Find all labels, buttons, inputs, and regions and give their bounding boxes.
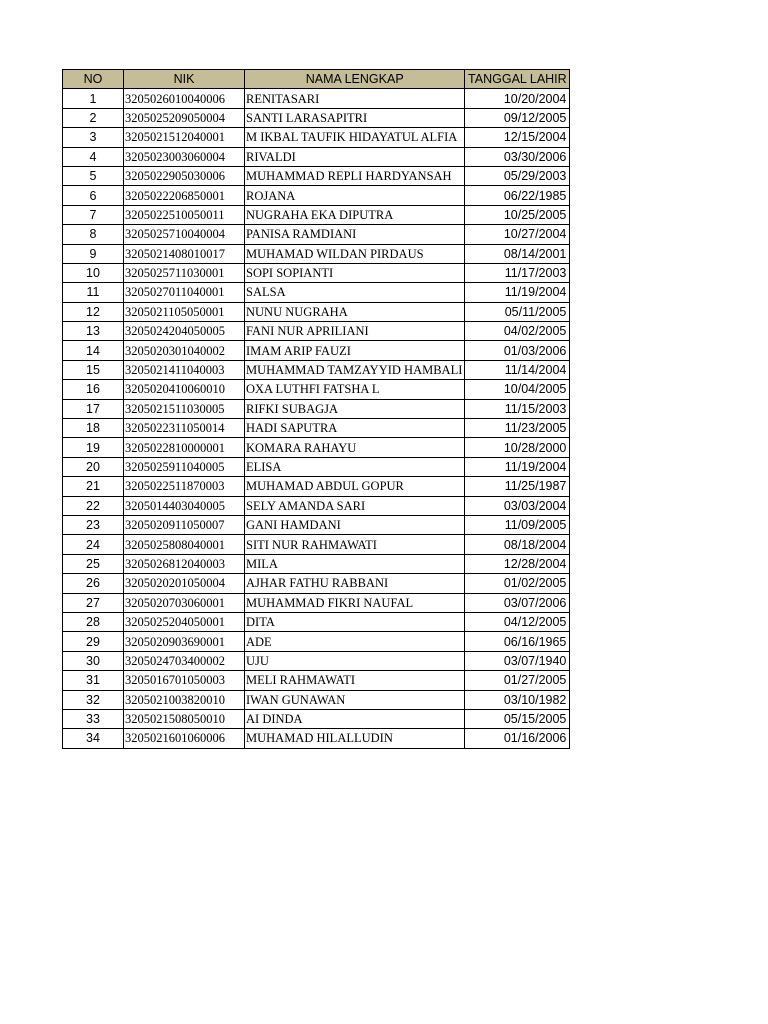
table-row xyxy=(63,612,570,631)
cell-nama-lengkap[interactable]: IMAM ARIP FAUZI xyxy=(245,341,465,360)
table-row xyxy=(63,438,570,457)
cell-no[interactable]: 14 xyxy=(63,341,124,360)
cell-tanggal-lahir[interactable]: 05/29/2003 xyxy=(465,166,570,185)
cell-no[interactable]: 15 xyxy=(63,360,124,379)
cell-no[interactable]: 3 xyxy=(63,128,124,147)
cell-nama-lengkap[interactable]: M IKBAL TAUFIK HIDAYATUL ALFIA xyxy=(245,128,465,147)
cell-nama-lengkap[interactable]: SALSA xyxy=(245,283,465,302)
cell-nik[interactable]: 3205020703060001 xyxy=(124,593,245,612)
cell-nama-lengkap[interactable]: MUHAMMAD FIKRI NAUFAL xyxy=(245,593,465,612)
cell-tanggal-lahir[interactable]: 11/09/2005 xyxy=(465,515,570,534)
cell-no[interactable]: 17 xyxy=(63,399,124,418)
cell-tanggal-lahir[interactable]: 11/25/1987 xyxy=(465,477,570,496)
table-row xyxy=(63,205,570,224)
cell-no[interactable]: 13 xyxy=(63,322,124,341)
cell-no[interactable]: 27 xyxy=(63,593,124,612)
table-row xyxy=(63,690,570,709)
table-row xyxy=(63,535,570,554)
table-row xyxy=(63,322,570,341)
cell-tanggal-lahir[interactable]: 08/18/2004 xyxy=(465,535,570,554)
cell-tanggal-lahir[interactable]: 04/02/2005 xyxy=(465,322,570,341)
cell-nama-lengkap[interactable]: ADE xyxy=(245,632,465,651)
cell-nik[interactable]: 3205022206850001 xyxy=(124,186,245,205)
table-row xyxy=(63,225,570,244)
cell-nama-lengkap[interactable]: SITI NUR RAHMAWATI xyxy=(245,535,465,554)
cell-nama-lengkap[interactable]: MILA xyxy=(245,554,465,573)
cell-no[interactable]: 32 xyxy=(63,690,124,709)
table-row xyxy=(63,360,570,379)
cell-tanggal-lahir[interactable]: 10/20/2004 xyxy=(465,89,570,108)
cell-nama-lengkap[interactable]: GANI HAMDANI xyxy=(245,515,465,534)
cell-tanggal-lahir[interactable]: 03/03/2004 xyxy=(465,496,570,515)
cell-tanggal-lahir[interactable]: 09/12/2005 xyxy=(465,108,570,127)
table-row xyxy=(63,283,570,302)
cell-tanggal-lahir[interactable]: 05/15/2005 xyxy=(465,709,570,728)
cell-tanggal-lahir[interactable]: 11/17/2003 xyxy=(465,263,570,282)
table-row xyxy=(63,128,570,147)
cell-nik[interactable]: 3205022311050014 xyxy=(124,419,245,438)
cell-nama-lengkap[interactable]: ROJANA xyxy=(245,186,465,205)
cell-tanggal-lahir[interactable]: 10/25/2005 xyxy=(465,205,570,224)
cell-tanggal-lahir[interactable]: 03/07/2006 xyxy=(465,593,570,612)
cell-nik[interactable]: 3205021511030005 xyxy=(124,399,245,418)
cell-tanggal-lahir[interactable]: 10/27/2004 xyxy=(465,225,570,244)
cell-no[interactable]: 34 xyxy=(63,729,124,748)
cell-nama-lengkap[interactable]: RIVALDI xyxy=(245,147,465,166)
cell-nama-lengkap[interactable]: NUNU NUGRAHA xyxy=(245,302,465,321)
table-row xyxy=(63,709,570,728)
table-row xyxy=(63,632,570,651)
cell-no[interactable]: 26 xyxy=(63,574,124,593)
table-body xyxy=(63,89,570,748)
cell-nik[interactable]: 3205025711030001 xyxy=(124,263,245,282)
cell-nik[interactable]: 3205026010040006 xyxy=(124,89,245,108)
cell-nama-lengkap[interactable]: AJHAR FATHU RABBANI xyxy=(245,574,465,593)
cell-nik[interactable]: 3205020201050004 xyxy=(124,574,245,593)
cell-no[interactable]: 12 xyxy=(63,302,124,321)
cell-no[interactable]: 4 xyxy=(63,147,124,166)
cell-tanggal-lahir[interactable]: 04/12/2005 xyxy=(465,612,570,631)
cell-tanggal-lahir[interactable]: 11/14/2004 xyxy=(465,360,570,379)
cell-no[interactable]: 10 xyxy=(63,263,124,282)
table-row xyxy=(63,593,570,612)
cell-nama-lengkap[interactable]: AI DINDA xyxy=(245,709,465,728)
header-nama-lengkap[interactable]: NAMA LENGKAP xyxy=(245,70,465,89)
cell-tanggal-lahir[interactable]: 03/30/2006 xyxy=(465,147,570,166)
cell-tanggal-lahir[interactable]: 06/22/1985 xyxy=(465,186,570,205)
cell-tanggal-lahir[interactable]: 11/23/2005 xyxy=(465,419,570,438)
table-row xyxy=(63,729,570,748)
cell-tanggal-lahir[interactable]: 01/03/2006 xyxy=(465,341,570,360)
cell-nama-lengkap[interactable]: FANI NUR APRILIANI xyxy=(245,322,465,341)
cell-nik[interactable]: 3205023003060004 xyxy=(124,147,245,166)
cell-nik[interactable]: 3205020301040002 xyxy=(124,341,245,360)
cell-no[interactable]: 7 xyxy=(63,205,124,224)
cell-no[interactable]: 21 xyxy=(63,477,124,496)
cell-no[interactable]: 22 xyxy=(63,496,124,515)
cell-nama-lengkap[interactable]: MUHAMMAD REPLI HARDYANSAH xyxy=(245,166,465,185)
cell-no[interactable]: 11 xyxy=(63,283,124,302)
cell-nik[interactable]: 3205022511870003 xyxy=(124,477,245,496)
cell-nama-lengkap[interactable]: MUHAMAD ABDUL GOPUR xyxy=(245,477,465,496)
cell-tanggal-lahir[interactable]: 10/04/2005 xyxy=(465,380,570,399)
table-row xyxy=(63,302,570,321)
cell-no[interactable]: 5 xyxy=(63,166,124,185)
cell-tanggal-lahir[interactable]: 11/15/2003 xyxy=(465,399,570,418)
cell-tanggal-lahir[interactable]: 06/16/1965 xyxy=(465,632,570,651)
table-row xyxy=(63,515,570,534)
table-row xyxy=(63,651,570,670)
spreadsheet xyxy=(62,69,570,749)
cell-nama-lengkap[interactable]: NUGRAHA EKA DIPUTRA xyxy=(245,205,465,224)
cell-nama-lengkap[interactable]: DITA xyxy=(245,612,465,631)
cell-nama-lengkap[interactable]: HADI SAPUTRA xyxy=(245,419,465,438)
cell-nik[interactable]: 3205027011040001 xyxy=(124,283,245,302)
cell-nik[interactable]: 3205020903690001 xyxy=(124,632,245,651)
cell-nik[interactable]: 3205024703400002 xyxy=(124,651,245,670)
cell-no[interactable]: 1 xyxy=(63,89,124,108)
table-row xyxy=(63,574,570,593)
cell-no[interactable]: 9 xyxy=(63,244,124,263)
cell-nik[interactable]: 3205021508050010 xyxy=(124,709,245,728)
cell-tanggal-lahir[interactable]: 03/07/1940 xyxy=(465,651,570,670)
header-row xyxy=(63,70,570,89)
cell-nama-lengkap[interactable]: SELY AMANDA SARI xyxy=(245,496,465,515)
cell-nik[interactable]: 3205025911040005 xyxy=(124,457,245,476)
cell-nama-lengkap[interactable]: SOPI SOPIANTI xyxy=(245,263,465,282)
cell-nama-lengkap[interactable]: MUHAMAD HILALLUDIN xyxy=(245,729,465,748)
cell-tanggal-lahir[interactable]: 08/14/2001 xyxy=(465,244,570,263)
table-row xyxy=(63,341,570,360)
cell-nik[interactable]: 3205025209050004 xyxy=(124,108,245,127)
data-table xyxy=(62,69,570,749)
cell-nik[interactable]: 3205025808040001 xyxy=(124,535,245,554)
table-row xyxy=(63,419,570,438)
cell-nik[interactable]: 3205025710040004 xyxy=(124,225,245,244)
cell-no[interactable]: 2 xyxy=(63,108,124,127)
table-row xyxy=(63,477,570,496)
cell-no[interactable]: 33 xyxy=(63,709,124,728)
cell-tanggal-lahir[interactable]: 01/02/2005 xyxy=(465,574,570,593)
cell-nama-lengkap[interactable]: RIFKI SUBAGJA xyxy=(245,399,465,418)
table-header xyxy=(63,70,570,89)
table-row xyxy=(63,186,570,205)
cell-nik[interactable]: 3205021601060006 xyxy=(124,729,245,748)
cell-nama-lengkap[interactable]: KOMARA RAHAYU xyxy=(245,438,465,457)
cell-tanggal-lahir[interactable]: 01/27/2005 xyxy=(465,671,570,690)
cell-no[interactable]: 18 xyxy=(63,419,124,438)
cell-no[interactable]: 8 xyxy=(63,225,124,244)
cell-tanggal-lahir[interactable]: 11/19/2004 xyxy=(465,457,570,476)
table-row xyxy=(63,263,570,282)
table-row xyxy=(63,554,570,573)
cell-tanggal-lahir[interactable]: 03/10/1982 xyxy=(465,690,570,709)
cell-tanggal-lahir[interactable]: 01/16/2006 xyxy=(465,729,570,748)
table-row xyxy=(63,671,570,690)
table-row xyxy=(63,457,570,476)
cell-nik[interactable]: 3205014403040005 xyxy=(124,496,245,515)
cell-nama-lengkap[interactable]: OXA LUTHFI FATSHA L xyxy=(245,380,465,399)
cell-nik[interactable]: 3205021408010017 xyxy=(124,244,245,263)
cell-no[interactable]: 19 xyxy=(63,438,124,457)
table-row xyxy=(63,108,570,127)
cell-nik[interactable]: 3205016701050003 xyxy=(124,671,245,690)
cell-nik[interactable]: 3205026812040003 xyxy=(124,554,245,573)
cell-tanggal-lahir[interactable]: 12/15/2004 xyxy=(465,128,570,147)
cell-nik[interactable]: 3205022510050011 xyxy=(124,205,245,224)
cell-no[interactable]: 16 xyxy=(63,380,124,399)
cell-tanggal-lahir[interactable]: 12/28/2004 xyxy=(465,554,570,573)
cell-nik[interactable]: 3205021512040001 xyxy=(124,128,245,147)
cell-nama-lengkap[interactable]: MUHAMMAD TAMZAYYID HAMBALI xyxy=(245,360,465,379)
cell-no[interactable]: 24 xyxy=(63,535,124,554)
cell-no[interactable]: 29 xyxy=(63,632,124,651)
cell-nama-lengkap[interactable]: SANTI LARASAPITRI xyxy=(245,108,465,127)
table-row xyxy=(63,380,570,399)
header-nik[interactable]: NIK xyxy=(124,70,245,89)
cell-nama-lengkap[interactable]: PANISA RAMDIANI xyxy=(245,225,465,244)
cell-nama-lengkap[interactable]: UJU xyxy=(245,651,465,670)
cell-no[interactable]: 31 xyxy=(63,671,124,690)
cell-no[interactable]: 23 xyxy=(63,515,124,534)
table-row xyxy=(63,496,570,515)
cell-nama-lengkap[interactable]: RENITASARI xyxy=(245,89,465,108)
cell-nik[interactable]: 3205021105050001 xyxy=(124,302,245,321)
table-row xyxy=(63,147,570,166)
header-tanggal-lahir[interactable]: TANGGAL LAHIR xyxy=(465,70,570,89)
header-no[interactable]: NO xyxy=(63,70,124,89)
cell-tanggal-lahir[interactable]: 10/28/2000 xyxy=(465,438,570,457)
cell-nik[interactable]: 3205022810000001 xyxy=(124,438,245,457)
cell-nama-lengkap[interactable]: MUHAMAD WILDAN PIRDAUS xyxy=(245,244,465,263)
cell-nama-lengkap[interactable]: IWAN GUNAWAN xyxy=(245,690,465,709)
cell-nik[interactable]: 3205025204050001 xyxy=(124,612,245,631)
cell-no[interactable]: 28 xyxy=(63,612,124,631)
cell-nik[interactable]: 3205024204050005 xyxy=(124,322,245,341)
table-row xyxy=(63,399,570,418)
cell-no[interactable]: 20 xyxy=(63,457,124,476)
cell-nik[interactable]: 3205021411040003 xyxy=(124,360,245,379)
cell-nama-lengkap[interactable]: ELISA xyxy=(245,457,465,476)
table-row xyxy=(63,244,570,263)
cell-tanggal-lahir[interactable]: 11/19/2004 xyxy=(465,283,570,302)
cell-no[interactable]: 25 xyxy=(63,554,124,573)
cell-nik[interactable]: 3205022905030006 xyxy=(124,166,245,185)
cell-no[interactable]: 6 xyxy=(63,186,124,205)
cell-nik[interactable]: 3205021003820010 xyxy=(124,690,245,709)
cell-nik[interactable]: 3205020410060010 xyxy=(124,380,245,399)
table-row xyxy=(63,166,570,185)
cell-nama-lengkap[interactable]: MELI RAHMAWATI xyxy=(245,671,465,690)
cell-nik[interactable]: 3205020911050007 xyxy=(124,515,245,534)
cell-no[interactable]: 30 xyxy=(63,651,124,670)
table-row xyxy=(63,89,570,108)
cell-tanggal-lahir[interactable]: 05/11/2005 xyxy=(465,302,570,321)
